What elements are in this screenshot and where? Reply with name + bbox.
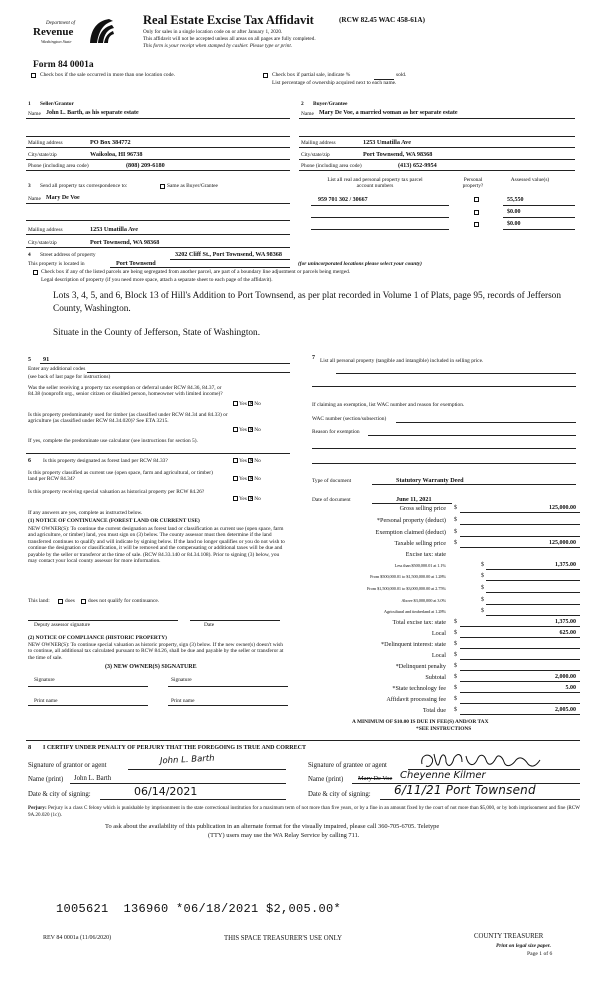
tax-label-subtotal: Subtotal	[425, 674, 446, 681]
does-not-label: does not qualify for continuance.	[88, 598, 160, 604]
certify-statement: I CERTIFY UNDER PENALTY OF PERJURY THAT THE FOREGOING IS TRUE AND CORRECT	[43, 745, 306, 751]
tax-value-local[interactable]: 625.00	[559, 630, 576, 636]
grantor-date-line	[100, 799, 286, 800]
legal-paper-note: Print on legal size paper.	[496, 943, 551, 949]
owner-signature-title: (3) NEW OWNER(S) SIGNATURE	[105, 664, 197, 670]
dollar-sign: $	[454, 517, 457, 523]
doc-date-label: Date of document	[312, 497, 351, 503]
correspondence-name-label: Name	[28, 196, 41, 202]
tax-label-agricultural: Agricultural and timberland at 1.28%	[383, 609, 446, 614]
seller-mailing[interactable]: PO Box 384772	[90, 139, 131, 146]
dollar-sign: $	[481, 573, 484, 579]
grantor-date-label: Date & city of signing:	[28, 791, 91, 798]
form-statute: (RCW 82.45 WAC 458-61A)	[339, 16, 425, 24]
tax-label-bracket1: Less than $500,000.01 at 1.1%	[394, 563, 446, 568]
dollar-sign: $	[454, 685, 457, 691]
grantor-signature-line	[128, 769, 286, 770]
section6-q1-yn	[233, 458, 261, 464]
seller-phone-label: Phone (including area code)	[28, 163, 89, 169]
no-label: No	[254, 427, 261, 433]
header-note3: This form is your receipt when stamped by cashier. Please type or print.	[143, 43, 293, 49]
assessed-line-1	[503, 205, 575, 206]
if-any-yes: If any answers are yes, complete as instructed below.	[28, 510, 143, 516]
owner-sig-line-1	[28, 686, 148, 687]
dor-logo-icon	[87, 17, 117, 45]
tax-label-processing-fee: Affidavit processing fee	[386, 696, 446, 703]
tax-line	[460, 637, 580, 638]
street-label: Street address of property	[40, 252, 96, 258]
section5-q1-no-checkbox[interactable]: ✕	[249, 401, 254, 408]
personal-property-line-1	[336, 373, 576, 374]
section6-q2-no-checkbox[interactable]: ✕	[249, 476, 254, 483]
county-treasurer: COUNTY TREASURER	[474, 933, 544, 940]
buyer-mailing-label: Mailing address	[301, 140, 336, 146]
tax-line	[460, 626, 580, 627]
section5-q2-yes-checkbox[interactable]	[233, 427, 238, 432]
buyer-rule	[299, 136, 575, 137]
dollar-sign: $	[454, 652, 457, 658]
sold-label: sold.	[396, 72, 407, 78]
property-street[interactable]: 3202 Cliff St., Port Townsend, WA 98368	[175, 251, 282, 258]
grantor-signature[interactable]: John L. Barth	[159, 753, 215, 767]
section5-q1: Was the seller receiving a property tax exemption or deferral under RCW 84.36, 84.37, or 84.38 (nonprofit org., senior citizen or disabled person, homeowner with limited income)?	[28, 385, 223, 398]
tax-label-local: Local	[431, 630, 446, 637]
section6-q2-yn	[233, 476, 261, 482]
tax-line	[460, 536, 580, 537]
section5-q2-no-checkbox[interactable]: ✕	[249, 427, 254, 434]
segregated-checkbox[interactable]	[33, 270, 38, 275]
seller-name-line	[26, 118, 290, 119]
deputy-date-label: Date	[204, 622, 215, 628]
deputy-sig-label: Deputy assessor signature	[34, 622, 90, 628]
section5-q2-yn	[233, 427, 261, 433]
tax-line	[460, 648, 580, 649]
section6-number: 6	[28, 458, 31, 464]
buyer-city[interactable]: Port Townsend, WA 98368	[363, 151, 433, 158]
correspondence-mailing-label: Mailing address	[28, 227, 63, 233]
seller-title: Seller/Grantor	[40, 101, 74, 107]
tax-label-bracket2: From $500,000.01 to $1,500,000.00 at 1.28%	[370, 574, 446, 579]
header-note2: This affidavit will not be accepted unless all areas on all pages are fully completed.	[143, 36, 316, 42]
tax-label-personal: *Personal property (deduct)	[376, 517, 446, 524]
tax-line	[460, 512, 580, 513]
doc-date-line	[372, 503, 452, 504]
reason-line-3	[312, 463, 576, 464]
grantor-name-line	[70, 783, 286, 784]
tax-label-delinquent-penalty: *Delinquent penalty	[395, 663, 446, 670]
alt-format-line1: To ask about the availability of this publication in an alternate format for the visually impaired, please call 360-705-6705. Teletype	[105, 823, 440, 830]
seller-rule	[26, 136, 290, 137]
page-number: Page 1 of 6	[527, 951, 553, 957]
see-instructions-note: *SEE INSTRUCTIONS	[416, 726, 472, 732]
section6-q2-yes-checkbox[interactable]	[233, 476, 238, 481]
section8-top-rule	[26, 740, 580, 741]
yes-label: Yes	[239, 458, 247, 464]
dollar-sign: $	[481, 597, 484, 603]
tax-line	[460, 714, 580, 715]
perjury-label: Perjury:	[28, 805, 47, 811]
section5-number: 5	[28, 357, 31, 363]
dollar-sign: $	[481, 562, 484, 568]
section6-q1-yes-checkbox[interactable]	[233, 458, 238, 463]
does-qualify-checkbox[interactable]	[58, 599, 63, 604]
alt-format-line2: (TTY) users may use the WA Relay Service by calling 711.	[208, 832, 360, 839]
assessed-value-3[interactable]: $0.00	[507, 221, 521, 227]
reason-line-1	[368, 435, 576, 436]
correspondence-mailing[interactable]: 1253 Umatilla Ave	[90, 226, 139, 233]
dollar-sign: $	[454, 540, 457, 546]
doc-type-line	[372, 484, 576, 485]
owner-print-label-1: Print name	[34, 698, 58, 704]
deputy-sig-line	[28, 620, 178, 621]
section5-q1-yn	[233, 401, 261, 407]
additional-codes-line	[87, 372, 290, 373]
buyer-name-line	[299, 118, 575, 119]
list-percentage-label: List percentage of ownership acquired next to each name.	[272, 80, 397, 86]
grantee-date-label: Date & city of signing:	[308, 791, 371, 798]
tax-line	[486, 580, 580, 581]
correspondence-city-label: City/state/zip	[28, 240, 57, 246]
form-number: Form 84 0001a	[33, 60, 94, 70]
grantor-date[interactable]: 06/14/2021	[134, 785, 198, 798]
use-code-line	[40, 363, 290, 364]
located-label: This property is located in	[28, 261, 85, 267]
correspondence-number: 3	[28, 183, 31, 189]
buyer-mailing-line	[299, 147, 575, 148]
section6-q3: Is this property receiving special valuation as historical property per RCW 84.26?	[28, 489, 205, 495]
owner-print-line-1	[28, 705, 148, 706]
seller-name[interactable]: John L. Barth, as his separate estate	[46, 110, 139, 116]
no-label: No	[254, 476, 261, 482]
wac-number-label: WAC number (section/subsection)	[312, 416, 387, 422]
grantor-name[interactable]: John L. Barth	[74, 775, 112, 782]
buyer-phone-line	[299, 170, 575, 171]
treasurer-use-only: THIS SPACE TREASURER'S USE ONLY	[224, 935, 343, 942]
yes-label: Yes	[239, 476, 247, 482]
tax-line	[460, 547, 580, 548]
buyer-number: 2	[301, 101, 304, 107]
section8-number: 8	[28, 744, 32, 751]
deputy-date-line	[190, 620, 280, 621]
correspondence-label: Send all property tax correspondence to:	[40, 183, 128, 189]
seller-phone[interactable]: (808) 209-6180	[126, 162, 165, 169]
personal-property-col-header: Personal property?	[462, 177, 484, 190]
personal-property-checkbox-1[interactable]	[474, 197, 479, 202]
grantee-date[interactable]: 6/11/21 Port Townsend	[394, 783, 536, 797]
tax-label-excise-state: Excise tax: state	[405, 551, 446, 558]
buyer-mailing[interactable]: 1253 Umatilla Ave	[363, 139, 412, 146]
dollar-sign: $	[454, 663, 457, 669]
perjury-text	[28, 805, 580, 818]
segregated-note: Check box if any of the listed parcels are being segregated from another parcel, are part of a boundary line adjustment or parcels being merged.	[41, 269, 351, 275]
wac-number-line	[396, 422, 576, 423]
parcel-line-3	[311, 229, 449, 230]
tax-value-total-state[interactable]: 1,375.00	[555, 619, 576, 625]
doc-date[interactable]: June 11, 2021	[396, 496, 432, 503]
minimum-due-note: A MINIMUM OF $10.00 IS DUE IN FEE(S) AND/OR TAX	[352, 719, 489, 725]
no-label: No	[254, 401, 261, 407]
grantee-name[interactable]: Cheyenne Kilmer	[400, 770, 486, 781]
tax-line	[460, 681, 580, 682]
dollar-sign: $	[454, 619, 457, 625]
tax-label-interest-local: Local	[431, 652, 446, 659]
additional-codes-sub: (see back of last page for instructions)	[28, 374, 111, 380]
multi-location-label: Check box if the sale occurred in more than one location code.	[40, 72, 176, 78]
form-title: Real Estate Excise Tax Affidavit	[143, 13, 314, 27]
section5-note: If yes, complete the predominate use calculator (see instructions for section 5).	[28, 438, 198, 444]
street-line	[170, 259, 290, 260]
dollar-sign: $	[481, 585, 484, 591]
seller-name-label: Name	[28, 111, 41, 117]
owner-signature-label-1: Signature	[34, 677, 55, 683]
personal-property-label: List all personal property (tangible and intangible) included in selling price.	[320, 358, 484, 364]
dollar-sign: $	[454, 707, 457, 713]
buyer-phone-label: Phone (including area code)	[301, 163, 362, 169]
partial-sale-checkbox[interactable]	[263, 73, 268, 78]
correspondence-name-line	[26, 203, 290, 204]
seller-city[interactable]: Waikoloa, HI 96738	[90, 151, 143, 158]
tax-value-taxable[interactable]: 125,000.00	[549, 540, 576, 546]
tax-label-delinquent-interest: *Delinquent interest: state	[381, 641, 446, 648]
correspondence-rule	[26, 220, 290, 221]
dept-line3: Washington State	[41, 39, 72, 44]
dollar-sign: $	[454, 641, 457, 647]
correspondence-name[interactable]: Mary De Voe	[46, 195, 80, 201]
grantee-name-struck: Mary De Voe	[358, 775, 393, 782]
tax-label-tech-fee: *State technology fee	[392, 685, 446, 692]
partial-sale-label: Check box if partial sale, indicate %	[272, 72, 351, 78]
tax-line	[486, 592, 580, 593]
dollar-sign: $	[481, 608, 484, 614]
tax-label-gross: Gross selling price	[399, 505, 446, 512]
section6-q1-no-checkbox[interactable]: ✕	[249, 458, 254, 465]
use-code[interactable]: 91	[43, 356, 50, 363]
tax-value-tech-fee[interactable]: 5.00	[565, 685, 576, 691]
correspondence-city[interactable]: Port Townsend, WA 98368	[90, 239, 160, 246]
correspondence-mailing-line	[26, 234, 290, 235]
parcel-number-1[interactable]: 959 701 302 / 30667	[318, 197, 368, 203]
legal-description[interactable]: Lots 3, 4, 5, and 6, Block 13 of Hill's Addition to Port Townsend, as per plat recorded in Volume 1 of Plats, page 95, records of Jefferson County, Washington.	[53, 291, 561, 314]
reason-line-2	[312, 448, 576, 449]
buyer-phone[interactable]: (413) 652-9954	[398, 162, 437, 169]
dollar-sign: $	[454, 630, 457, 636]
tax-value-subtotal[interactable]: 2,000.00	[555, 674, 576, 680]
seller-mailing-line	[26, 147, 290, 148]
seller-city-line	[26, 159, 290, 160]
no-label: No	[254, 458, 261, 464]
dollar-sign: $	[454, 529, 457, 535]
section5-q2: Is this property predominately used for timber (as classified under RCW 84.34 and 84.33) or agriculture (as classified under RCW 84.34.020)? See ETA 3215.	[28, 412, 228, 425]
grantee-name-label: Name (print)	[308, 776, 344, 783]
section5-rule	[26, 453, 290, 454]
owner-sig-line-2	[168, 686, 288, 687]
parcel-col-header: List all real and personal property tax parcel account numbers	[327, 177, 423, 190]
yes-label: Yes	[239, 496, 247, 502]
seller-number: 1	[28, 101, 31, 107]
owner-print-line-2	[168, 705, 288, 706]
property-number: 4	[28, 252, 31, 258]
tax-value-bracket1[interactable]: 1,375.00	[555, 562, 576, 568]
dept-name: Revenue	[33, 26, 74, 38]
located-line	[110, 267, 290, 268]
tax-line	[460, 524, 580, 525]
owner-print-label-2: Print name	[171, 698, 195, 704]
tax-line	[460, 692, 580, 693]
buyer-city-line	[299, 159, 575, 160]
does-label: does	[65, 598, 75, 604]
same-as-buyer-checkbox[interactable]	[160, 184, 165, 189]
tax-label-total-state: Total excise tax: state	[392, 619, 446, 626]
buyer-city-label: City/state/zip	[301, 152, 330, 158]
dollar-sign: $	[454, 505, 457, 511]
tax-line	[486, 615, 580, 616]
section7-number: 7	[312, 355, 315, 361]
county-line[interactable]: Situate in the County of Jefferson, State of Washington.	[53, 328, 261, 338]
notice1-text: NEW OWNER(S): To continue the current designation as forest land or classification as current use (open space, farm and agriculture, or timber) land, you must sign on (3) below. The county assessor must then determine if the land transferred continues to qualify and will indicate by signing below. If the land no longer qualifies or you do not wish to continue the designation or classification, it will be removed and the compensating or additional taxes will be due and payable by the seller or transferor at the time of sale. (RCW 84.33.140 or 84.34.108). Prior to signing (3) below, you may contact your local county assessor for more information.	[28, 526, 285, 565]
does-not-qualify-checkbox[interactable]	[81, 599, 86, 604]
section6-q3-yn	[233, 496, 261, 502]
buyer-name[interactable]: Mary De Voe, a married woman as her separate estate	[319, 110, 458, 116]
additional-codes-label: Enter any additional codes	[28, 366, 86, 372]
parcel-line-1	[311, 205, 449, 206]
section5-q1-yes-checkbox[interactable]	[233, 401, 238, 406]
owner-signature-label-2: Signature	[171, 677, 192, 683]
cashier-receipt-stamp: 1005621 136960 *06/18/2021 $2,005.00*	[56, 902, 342, 916]
personal-property-checkbox-3[interactable]	[474, 222, 479, 227]
tax-label-bracket4: Above $3,000,000 at 3.0%	[401, 598, 446, 603]
assessed-value-col-header: Assessed value(s)	[510, 177, 550, 183]
section6-q3-yes-checkbox[interactable]	[233, 496, 238, 501]
grantee-date-line	[380, 799, 580, 800]
tax-line	[460, 659, 580, 660]
doc-type-label: Type of document	[312, 478, 352, 484]
yes-label: Yes	[239, 427, 247, 433]
tax-label-bracket3: From $1,500,000.01 to $3,000,000.00 at 2.75%	[366, 586, 446, 591]
assessed-value-1[interactable]: 55,550	[507, 197, 524, 203]
tax-value-gross[interactable]: 125,000.00	[549, 505, 576, 511]
tax-line	[486, 569, 580, 570]
notice2-text: NEW OWNER(S): To continue special valuation as historic property, sign (3) below. If the new owner(s) doesn't wish to continue, all additional tax calculated pursuant to RCW 84.26, shall be due and payable by the seller or transferor at the time of sale.	[28, 642, 284, 661]
revision-code: REV 84 0001a (11/06/2020)	[43, 935, 112, 941]
buyer-name-label: Name	[301, 111, 314, 117]
property-located[interactable]: Port Townsend	[116, 260, 156, 267]
reason-label: Reason for exemption	[312, 429, 360, 435]
personal-property-line-2	[312, 386, 576, 387]
personal-property-checkbox-2[interactable]	[474, 210, 479, 215]
tax-line	[460, 670, 580, 671]
section6-q1: Is this property designated as forest land per RCW 84.33?	[43, 458, 168, 464]
perjury-body: Perjury is a class C felony which is punishable by imprisonment in the state correctional institution for a maximum term of not more than five years, or by a fine in an amount fixed by the court of not more than $5,000, or by both imprisonment and fine (RCW 9A.20.020 (1c)).	[28, 805, 580, 818]
tax-line	[486, 604, 580, 605]
section6-q3-no-checkbox[interactable]: ✕	[249, 496, 254, 503]
section6-q2: Is this property classified as current use (open space, farm and agricultural, or timber) land per RCW 84.34?	[28, 470, 213, 483]
notice1-title: (1) NOTICE OF CONTINUANCE (FOREST LAND OR CURRENT USE)	[28, 518, 200, 524]
yes-label: Yes	[239, 401, 247, 407]
wac-claim-label: If claiming an exemption, list WAC number and reason for exemption.	[312, 402, 465, 408]
dept-line1: Department of	[46, 21, 76, 26]
grantor-signature-label: Signature of grantor or agent	[28, 762, 107, 769]
grantor-name-label: Name (print)	[28, 776, 64, 783]
seller-phone-line	[26, 170, 290, 171]
tax-line	[460, 703, 580, 704]
assessed-line-3	[503, 229, 575, 230]
correspondence-city-line	[26, 247, 290, 248]
this-land-label: This land:	[28, 598, 50, 604]
seller-city-label: City/state/zip	[28, 152, 57, 158]
unincorporated-note: (for unincorporated locations please select your county)	[298, 261, 422, 267]
dollar-sign: $	[454, 696, 457, 702]
multi-location-checkbox[interactable]	[31, 73, 36, 78]
header-note1: Only for sales in a single location code on or after January 1, 2020.	[143, 29, 283, 35]
assessed-value-2[interactable]: $0.00	[507, 209, 521, 215]
dollar-sign: $	[454, 674, 457, 680]
seller-mailing-label: Mailing address	[28, 140, 63, 146]
buyer-title: Buyer/Grantee	[313, 101, 348, 107]
tax-value-total-due[interactable]: 2,005.00	[555, 707, 576, 713]
assessed-line-2	[503, 217, 575, 218]
tax-label-exemption: Exemption claimed (deduct)	[375, 529, 446, 536]
tax-label-taxable: Taxable selling price	[394, 540, 446, 547]
legal-description-label: Legal description of property (if you need more space, attach a separate sheet to each page of the affidavit).	[41, 277, 273, 283]
doc-type[interactable]: Statutory Warranty Deed	[396, 477, 464, 484]
no-label: No	[254, 496, 261, 502]
parcel-line-2	[311, 217, 449, 218]
grantee-signature-label: Signature of grantee or agent	[308, 762, 387, 769]
notice2-title: (2) NOTICE OF COMPLIANCE (HISTORIC PROPERTY)	[28, 635, 167, 641]
tax-label-total-due: Total due	[422, 707, 446, 714]
same-as-buyer-label: Same as Buyer/Grantee	[167, 183, 218, 189]
